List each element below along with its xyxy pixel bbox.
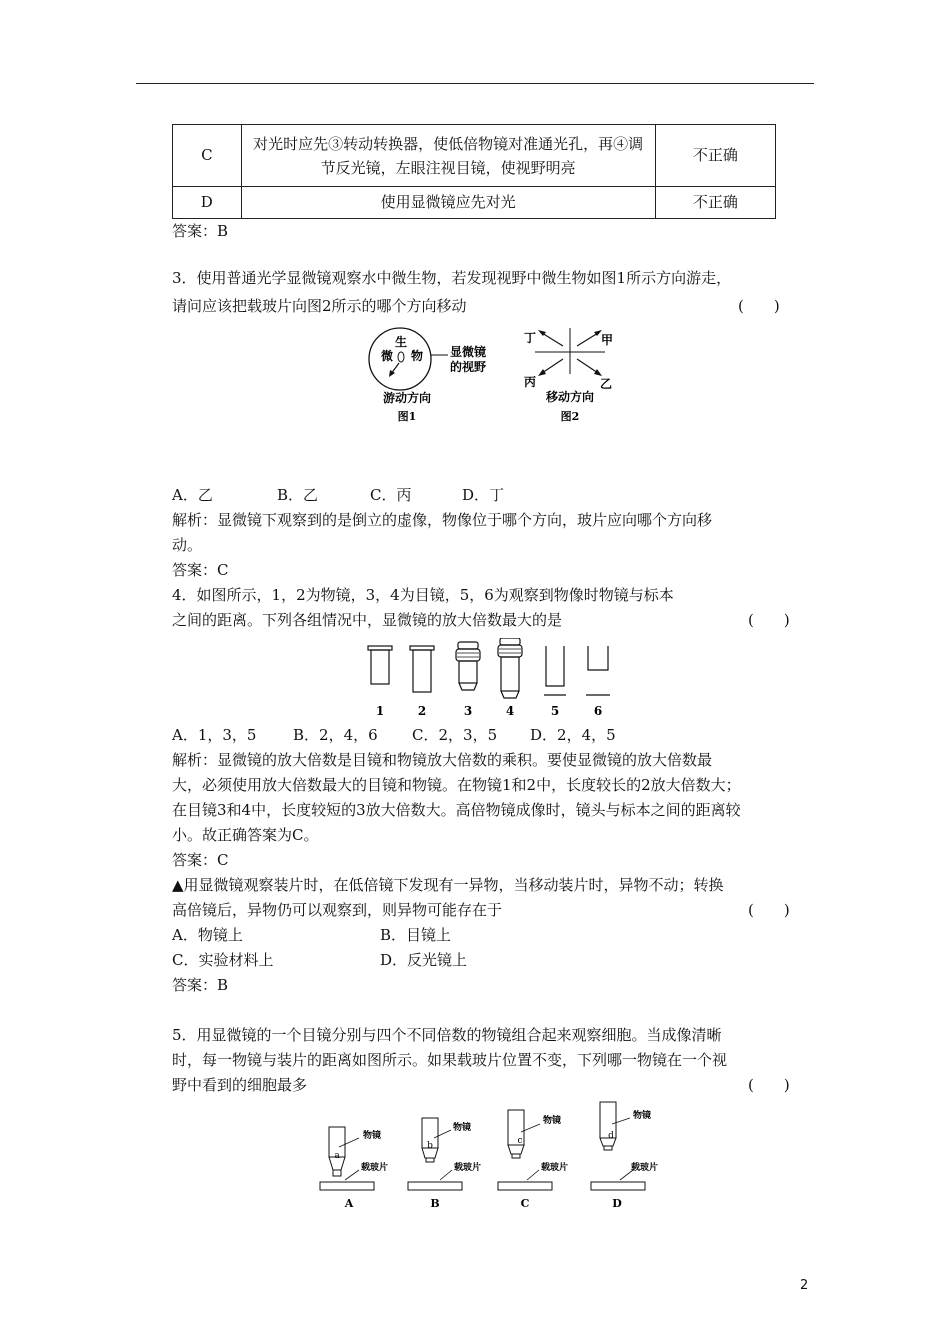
distance-5	[544, 646, 566, 695]
fig-label-2: 2	[417, 704, 427, 718]
objective-label-a: 物镜	[363, 1131, 382, 1141]
fig1-title: 图1	[397, 410, 417, 423]
slide-label-a: 载玻片	[361, 1163, 389, 1173]
fig-label-4: 4	[505, 704, 515, 718]
lens-3	[456, 642, 480, 690]
arrow-head-yi	[594, 369, 602, 376]
header-rule	[136, 83, 814, 84]
q2-answer: 答案：B	[172, 222, 229, 240]
q4-answer-blank: ( )	[748, 611, 790, 629]
fig1-caption: 游动方向	[382, 391, 432, 405]
fig1-char-sheng: 生	[394, 335, 408, 349]
lens-letter-d: d	[608, 1131, 614, 1141]
fig-label-1: 1	[375, 704, 385, 718]
objective-label-b: 物镜	[453, 1123, 472, 1133]
fig2-title: 图2	[560, 410, 580, 423]
extra-answer: 答案：B	[172, 976, 229, 994]
q5-answer-blank: ( )	[748, 1076, 790, 1094]
panel-letter-d: D	[612, 1197, 622, 1210]
table-cell-judgment: 不正确	[655, 125, 775, 187]
q5-line2: 时，每一物镜与装片的距离如图所示。如果载玻片位置不变，下列哪一物镜在一个视	[172, 1051, 728, 1069]
q4-option-d: D．2，4，5	[530, 726, 616, 744]
table-row	[173, 125, 776, 187]
extra-option-c: C．实验材料上	[172, 951, 274, 969]
slide-label-b: 载玻片	[454, 1163, 482, 1173]
arrow-yi	[577, 359, 598, 373]
fig1-label-view: 的视野	[450, 360, 487, 374]
q4-line1: 4．如图所示，1，2为物镜，3，4为目镜，5，6为观察到物像时物镜与标本	[172, 586, 674, 604]
fig2-label-yi: 乙	[600, 377, 613, 391]
fig-label-3: 3	[463, 704, 473, 718]
slide-label-c: 载玻片	[541, 1163, 569, 1173]
lens-4	[498, 638, 522, 698]
extra-option-b: B．目镜上	[380, 926, 452, 944]
fig2-label-bing: 丙	[524, 375, 537, 389]
lens-letter-b: b	[427, 1141, 433, 1151]
q3-option-c: C．丙	[370, 486, 412, 504]
extra-option-a: A．物镜上	[172, 926, 243, 944]
objective-label-d: 物镜	[633, 1111, 652, 1121]
q4-analysis-line4: 小。故正确答案为C。	[172, 826, 319, 844]
q4-analysis-line1: 解析：显微镜的放大倍数是目镜和物镜放大倍数的乘积。要使显微镜的放大倍数最	[172, 751, 713, 769]
table-cell-judgment: 不正确	[655, 187, 775, 219]
q4-figure	[360, 638, 620, 720]
q3-analysis-line2: 动。	[172, 536, 203, 554]
slide-label-d: 载玻片	[631, 1163, 659, 1173]
arrow-bing	[542, 359, 563, 373]
fig2-label-jia: 甲	[601, 333, 614, 347]
q5-line1: 5．用显微镜的一个目镜分别与四个不同倍数的物镜组合起来观察细胞。当成像清晰	[172, 1026, 722, 1044]
q3-answer-blank: ( )	[738, 297, 780, 315]
lens-letter-c: c	[517, 1136, 523, 1146]
panel-letter-c: C	[520, 1197, 530, 1210]
arrow-jia	[577, 333, 598, 346]
swim-arrow-head	[389, 370, 395, 377]
q3-option-d: D．丁	[462, 486, 505, 504]
q3-analysis-line1: 解析：显微镜下观察到的是倒立的虚像，物像位于哪个方向，玻片应向哪个方向移	[172, 511, 713, 529]
q4-analysis-line2: 大，必须使用放大倍数最大的目镜和物镜。在物镜1和2中，长度较长的2放大倍数大；	[172, 776, 741, 794]
table-row	[173, 187, 776, 219]
panel-letter-b: B	[430, 1197, 440, 1210]
extra-line2: 高倍镜后，异物仍可以观察到，则异物可能存在于	[172, 901, 503, 919]
q4-answer: 答案：C	[172, 851, 229, 869]
microorganism-shape	[398, 352, 404, 362]
q4-line2: 之间的距离。下列各组情况中，显微镜的放大倍数最大的是	[172, 611, 563, 629]
distance-6	[586, 646, 610, 695]
table-cell-content: 使用显微镜应先对光	[241, 187, 655, 219]
fig2-label-ding: 丁	[524, 331, 537, 345]
arrow-head-bing	[538, 369, 546, 376]
page-number: 2	[800, 1278, 809, 1293]
table-cell-letter: C	[173, 125, 242, 187]
fig1-label-microscope: 显微镜	[450, 345, 487, 359]
table-cell-letter: D	[173, 187, 242, 219]
q4-option-a: A．1，3，5	[172, 726, 257, 744]
options-table	[172, 124, 776, 219]
fig-label-5: 5	[550, 704, 560, 718]
extra-option-d: D．反光镜上	[380, 951, 468, 969]
lens-letter-a: a	[334, 1151, 340, 1161]
q5-line3: 野中看到的细胞最多	[172, 1076, 308, 1094]
objective-label-c: 物镜	[543, 1116, 562, 1126]
lens-2	[410, 646, 434, 692]
fig2-caption: 移动方向	[545, 390, 595, 404]
q4-analysis-line3: 在目镜3和4中，长度较短的3放大倍数大。高倍物镜成像时，镜头与标本之间的距离较	[172, 801, 741, 819]
arrow-ding	[542, 333, 563, 346]
q3-line2: 请问应该把载玻片向图2所示的哪个方向移动	[172, 297, 467, 315]
q5-figure	[315, 1100, 665, 1215]
extra-line1: ▲用显微镜观察装片时，在低倍镜下发现有一异物，当移动装片时，异物不动；转换	[172, 876, 724, 894]
q3-option-a: A．乙	[172, 486, 213, 504]
q3-option-b: B．乙	[277, 486, 319, 504]
table-cell-content: 对光时应先③转动转换器，使低倍物镜对准通光孔，再④调节反光镜，左眼注视目镜，使视野明亮	[241, 125, 655, 187]
fig-label-6: 6	[593, 704, 603, 718]
extra-answer-blank: ( )	[748, 901, 790, 919]
fig1-char-wu: 物	[410, 349, 424, 363]
q4-option-c: C．2，3，5	[412, 726, 498, 744]
q3-line1: 3．使用普通光学显微镜观察水中微生物，若发现视野中微生物如图1所示方向游走，	[172, 269, 732, 287]
q3-answer: 答案：C	[172, 561, 229, 579]
fig1-char-wei: 微	[380, 349, 394, 363]
q3-figure	[360, 322, 620, 432]
lens-1	[368, 646, 392, 684]
panel-letter-a: A	[344, 1197, 354, 1210]
q4-option-b: B．2，4，6	[293, 726, 378, 744]
